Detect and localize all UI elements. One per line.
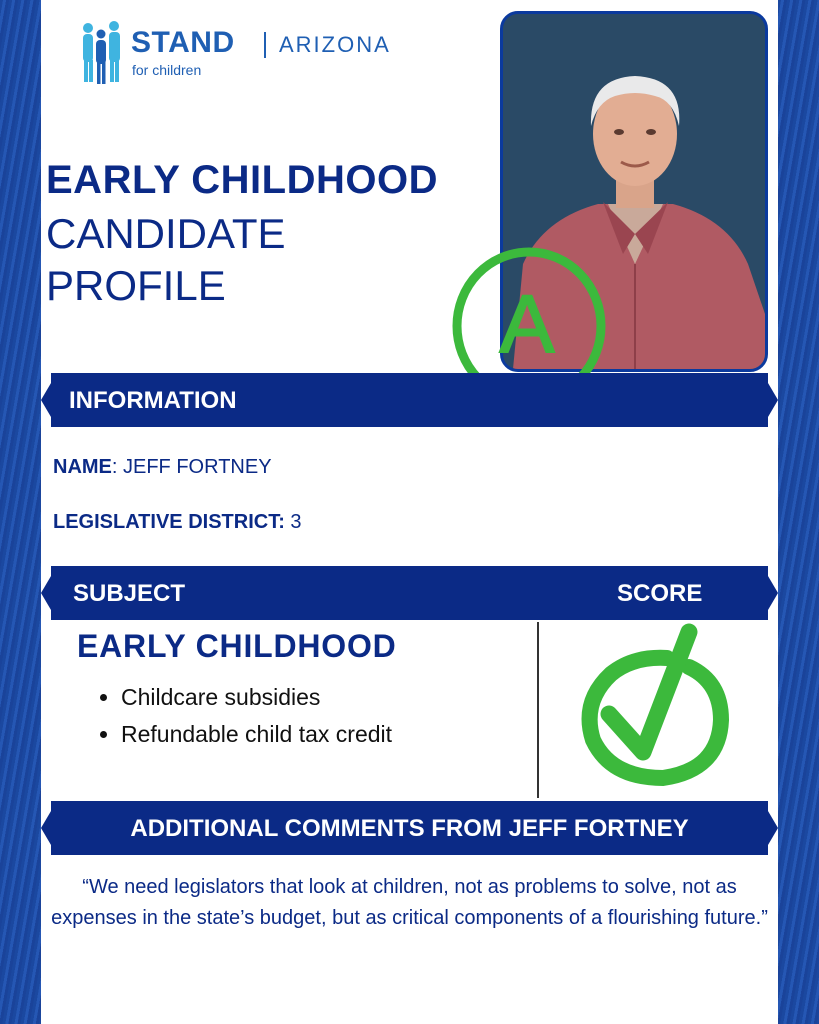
list-item: • Refundable child tax credit xyxy=(121,721,392,748)
name-label: NAME xyxy=(53,456,112,478)
score-header: SCORE xyxy=(617,580,703,607)
profile-card xyxy=(41,0,778,1024)
district-value: 3 xyxy=(284,511,302,533)
column-divider xyxy=(537,622,539,798)
logo-brand: STAND xyxy=(131,26,235,59)
title-line-2: CANDIDATE xyxy=(46,210,286,257)
title-line-1: EARLY CHILDHOOD xyxy=(46,158,438,202)
stand-logo xyxy=(79,20,439,86)
comments-header: ADDITIONAL COMMENTS FROM JEFF FORTNEY xyxy=(130,815,689,842)
logo-divider xyxy=(264,32,266,58)
title-line-3: PROFILE xyxy=(46,262,226,309)
logo-state: ARIZONA xyxy=(279,32,391,57)
district-line xyxy=(53,511,302,534)
subject-title: EARLY CHILDHOOD xyxy=(77,628,397,664)
name-line xyxy=(53,456,272,479)
logo-tagline: for children xyxy=(132,62,202,78)
information-header: INFORMATION xyxy=(69,387,237,414)
grade-letter: A xyxy=(499,279,555,370)
district-label: LEGISLATIVE DISTRICT: xyxy=(53,511,285,533)
candidate-quote: “We need legislators that look at children, not as problems to solve, not as expenses in the state’s budget, but as critical components of a flourishing future.” xyxy=(51,876,768,929)
checkmark-icon xyxy=(571,622,741,792)
children-figures-icon xyxy=(79,20,127,86)
right-frame xyxy=(778,0,819,1024)
left-frame xyxy=(0,0,41,1024)
name-value: : JEFF FORTNEY xyxy=(111,456,272,478)
subject-header: SUBJECT xyxy=(73,580,186,607)
subject-list xyxy=(97,684,392,758)
list-item: • Childcare subsidies xyxy=(121,684,392,711)
